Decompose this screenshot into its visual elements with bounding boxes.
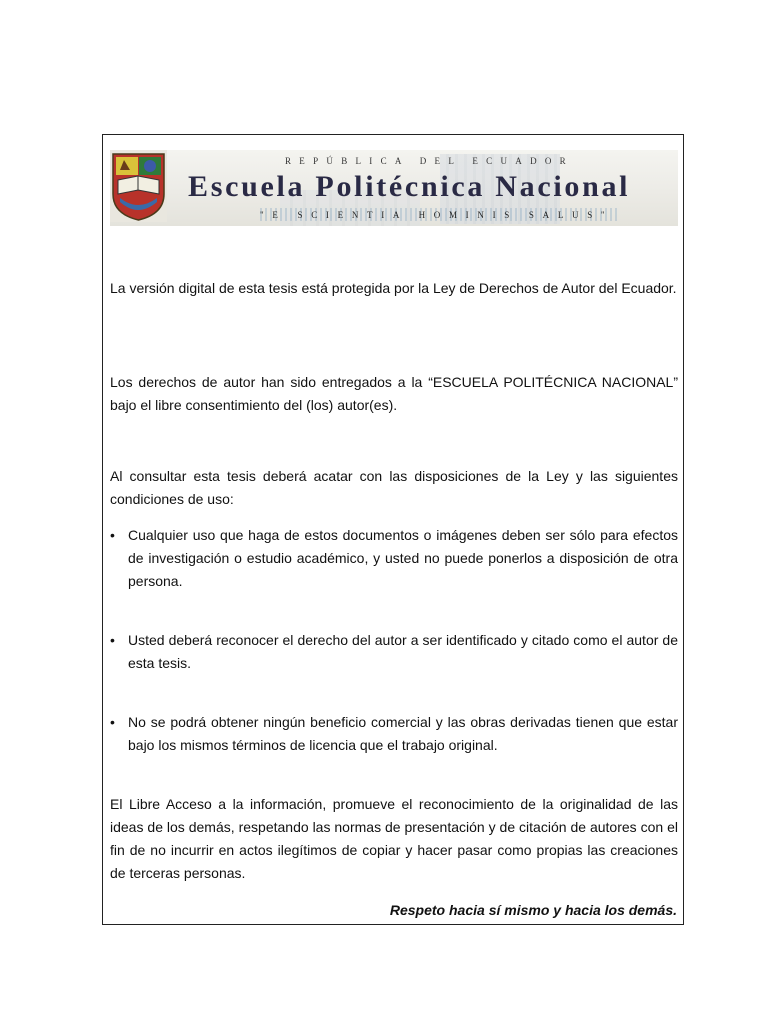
free-access-paragraph: El Libre Acceso a la información, promueve el reconocimiento de la originalidad de las ideas de los demás, respetando las normas de presentación y de citación de autores con el fin de no incurrir en actos ilegítimos de copiar y hacer pasar como propias las creaciones de terceras personas.	[110, 796, 678, 881]
banner-motto: "E SCIENTIA HOMINIS SALUS"	[260, 210, 614, 220]
condition-text: Usted deberá reconocer el derecho del autor a ser identificado y citado como el autor de esta tesis.	[128, 632, 678, 671]
bullet-icon: •	[110, 632, 115, 648]
condition-text: Cualquier uso que haga de estos documentos o imágenes deben ser sólo para efectos de investigación o estudio académico, y usted no puede ponerlos a disposición de otra persona.	[128, 527, 678, 589]
copyright-paragraph: La versión digital de esta tesis está protegida por la Ley de Derechos de Autor del Ecuador.	[110, 280, 677, 296]
notice-frame	[102, 134, 684, 925]
condition-text: No se podrá obtener ningún beneficio comercial y las obras derivadas tienen que estar bajo los mismos términos de licencia que el trabajo original.	[128, 714, 678, 753]
banner-subtitle: REPÚBLICA DEL ECUADOR	[285, 156, 574, 166]
rights-paragraph: Los derechos de autor han sido entregados a la “ESCUELA POLITÉCNICA NACIONAL” bajo el libre consentimiento del (los) autor(es).	[110, 374, 678, 413]
banner-title: Escuela Politécnica Nacional	[188, 170, 631, 203]
institution-banner	[110, 150, 678, 226]
closing-motto: Respeto hacia sí mismo y hacia los demás.	[389, 902, 677, 918]
university-crest-icon	[110, 150, 167, 222]
bullet-icon: •	[110, 527, 115, 543]
conditions-intro: Al consultar esta tesis deberá acatar con las disposiciones de la Ley y las siguientes condiciones de uso:	[110, 468, 678, 507]
bullet-icon: •	[110, 714, 115, 730]
